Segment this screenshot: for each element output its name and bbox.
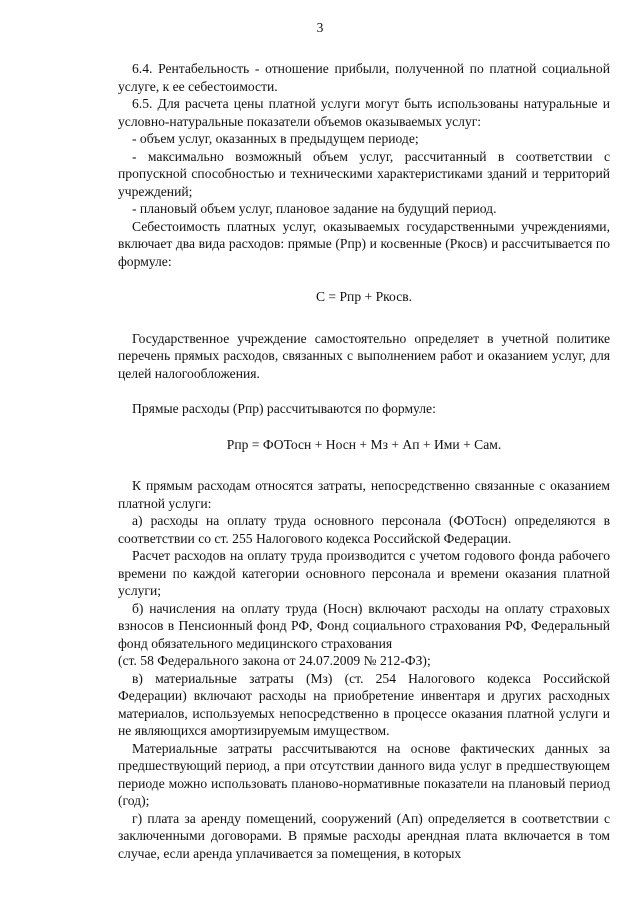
paragraph-item-v: в) материальные затраты (Мз) (ст. 254 Налогового кодекса Российской Федерации) включают расходы на приобретение инвентаря и других расходных материалов, используемых непосредственно в процессе оказания платной услуги и не являющихся амортизируемым имуществом. bbox=[118, 670, 610, 738]
paragraph-item-a: а) расходы на оплату труда основного персонала (ФОТосн) определяются в соответствии со ст. 255 Налогового кодекса Российской Федерации. bbox=[118, 513, 610, 546]
paragraph-direct-costs-intro: Прямые расходы (Рпр) рассчитываются по формуле: bbox=[132, 401, 436, 416]
spacer bbox=[118, 270, 610, 288]
paragraph-item-b-ref: (ст. 58 Федерального закона от 24.07.2009 № 212-ФЗ); bbox=[118, 653, 431, 668]
paragraph-accounting-policy: Государственное учреждение самостоятельно определяет в учетной политике перечень прямых расходов, связанных с выполнением работ и оказанием услуг, для целей налогообложения. bbox=[118, 330, 610, 381]
formula-direct-costs: Рпр = ФОТосн + Носн + Мз + Ап + Ими + Сам. bbox=[226, 436, 502, 452]
paragraph-item-b: б) начисления на оплату труда (Носн) включают расходы на оплату страховых взносов в Пенсионный фонд РФ, Фонд социального страхования РФ, Федеральный фонд обязательного медицинского страхования bbox=[118, 600, 610, 651]
paragraph-item-g: г) плата за аренду помещений, сооружений (Ап) определяется в соответствии с заключенными договорами. В прямые расходы арендная плата включается в том случае, если аренда уплачивается за помещения, в которых bbox=[118, 810, 610, 861]
list-item-previous-period: - объем услуг, оказанных в предыдущем периоде; bbox=[132, 131, 419, 146]
list-item-planned-volume: - плановый объем услуг, плановое задание на будущий период. bbox=[132, 201, 497, 216]
spacer bbox=[118, 418, 610, 436]
spacer bbox=[118, 453, 610, 477]
formula-cost: С = Рпр + Ркосв. bbox=[315, 289, 413, 304]
document-body bbox=[118, 60, 610, 862]
spacer bbox=[118, 306, 610, 330]
page-number: 3 bbox=[316, 20, 324, 35]
list-item-max-capacity: - максимально возможный объем услуг, рассчитанный в соответствии с пропускной способностью и техническими характеристиками зданий и территорий учреждений; bbox=[118, 148, 610, 199]
paragraph-labor-calc: Расчет расходов на оплату труда производится с учетом годового фонда рабочего времени по каждой категории основного персонала и времени оказания платной услуги; bbox=[118, 548, 610, 598]
paragraph-6-4: 6.4. Рентабельность - отношение прибыли, полученной по платной социальной услуге, к ее себестоимости. bbox=[118, 61, 610, 94]
spacer bbox=[118, 382, 610, 400]
paragraph-cost-intro: Себестоимость платных услуг, оказываемых государственными учреждениями, включает два вида расходов: прямые (Рпр) и косвенные (Ркосв) и рассчитывается по формуле: bbox=[118, 218, 610, 269]
paragraph-direct-costs-list: К прямым расходам относятся затраты, непосредственно связанные с оказанием платной услуги: bbox=[118, 478, 610, 511]
paragraph-6-5: 6.5. Для расчета цены платной услуги могут быть использованы натуральные и условно-натуральные показатели объемов оказываемых услуг: bbox=[118, 96, 610, 129]
paragraph-material-costs: Материальные затраты рассчитываются на основе фактических данных за предшествующий период, а при отсутствии данного вида услуг в предшествующем периоде можно использовать планово-нормативные показатели на плановый период (год); bbox=[118, 740, 610, 808]
